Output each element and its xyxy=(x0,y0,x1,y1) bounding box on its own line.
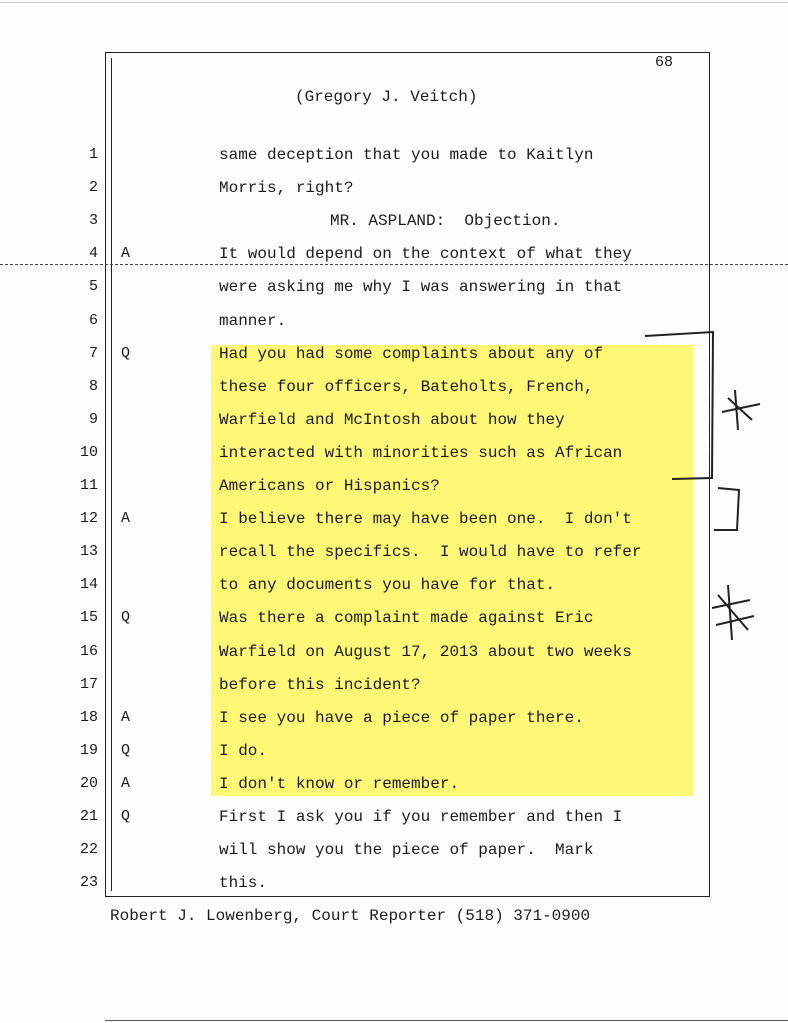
line-number: 16 xyxy=(79,643,98,660)
speaker-label: Q xyxy=(121,808,131,825)
line-number: 7 xyxy=(88,345,98,362)
line-number: 2 xyxy=(88,179,98,196)
transcript-line: It would depend on the context of what they xyxy=(219,245,632,263)
transcript-line: I believe there may have been one. I don't xyxy=(219,510,632,528)
line-number: 14 xyxy=(79,576,98,593)
transcript-line: Americans or Hispanics? xyxy=(219,477,440,495)
line-number: 11 xyxy=(79,477,98,494)
transcript-line: Morris, right? xyxy=(219,179,354,197)
transcript-line: Had you had some complaints about any of xyxy=(219,345,604,363)
line-number: 8 xyxy=(88,378,98,395)
transcript-line: MR. ASPLAND: Objection. xyxy=(330,212,561,230)
line-number: 1 xyxy=(88,146,98,163)
line-number: 21 xyxy=(79,808,98,825)
speaker-label: Q xyxy=(121,742,131,759)
speaker-label: A xyxy=(121,709,131,726)
transcript-line: were asking me why I was answering in that xyxy=(219,278,623,296)
line-number: 23 xyxy=(79,874,98,891)
line-number: 20 xyxy=(79,775,98,792)
transcript-line: these four officers, Bateholts, French, xyxy=(219,378,594,396)
line-number: 4 xyxy=(88,245,98,262)
speaker-label: Q xyxy=(121,345,131,362)
line-number: 22 xyxy=(79,841,98,858)
line-number: 3 xyxy=(88,212,98,229)
transcript-line: to any documents you have for that. xyxy=(219,576,556,594)
transcript-line: will show you the piece of paper. Mark xyxy=(219,841,594,859)
line-number: 9 xyxy=(88,411,98,428)
line-number: 15 xyxy=(79,609,98,626)
transcript-line: Was there a complaint made against Eric xyxy=(219,609,594,627)
court-reporter-footer: Robert J. Lowenberg, Court Reporter (518) 371-0900 xyxy=(110,907,591,925)
line-number: 10 xyxy=(79,444,98,461)
transcript-line: interacted with minorities such as African xyxy=(219,444,623,462)
transcript-line: I do. xyxy=(219,742,268,760)
line-number: 12 xyxy=(79,510,98,527)
transcript-line: First I ask you if you remember and then I xyxy=(219,808,623,826)
bottom-edge-rule xyxy=(105,1020,788,1021)
transcript-line: same deception that you made to Kaitlyn xyxy=(219,146,594,164)
speaker-label: A xyxy=(121,510,131,527)
line-number: 17 xyxy=(79,676,98,693)
transcript-line: Warfield and McIntosh about how they xyxy=(219,411,565,429)
speaker-label: A xyxy=(121,245,131,262)
witness-header: (Gregory J. Veitch) xyxy=(295,88,478,106)
asterisk-mark xyxy=(712,585,754,640)
speaker-label: Q xyxy=(121,609,131,626)
asterisk-mark xyxy=(722,390,760,430)
line-number: 19 xyxy=(79,742,98,759)
page-number: 68 xyxy=(655,54,674,71)
transcript-line: before this incident? xyxy=(219,676,421,694)
transcript-line: I don't know or remember. xyxy=(219,775,460,793)
speaker-label: A xyxy=(121,775,131,792)
line-number: 13 xyxy=(79,543,98,560)
transcript-line: this. xyxy=(219,874,268,892)
transcript-line: I see you have a piece of paper there. xyxy=(219,709,584,727)
transcript-line: Warfield on August 17, 2013 about two weeks xyxy=(219,643,632,661)
line-number: 5 xyxy=(88,278,98,295)
line-number: 18 xyxy=(79,709,98,726)
line-number: 6 xyxy=(88,312,98,329)
transcript-line: manner. xyxy=(219,312,287,330)
transcript-line: recall the specifics. I would have to refer xyxy=(219,543,642,561)
bracket-mark xyxy=(645,332,713,479)
bracket-mark xyxy=(714,488,739,530)
